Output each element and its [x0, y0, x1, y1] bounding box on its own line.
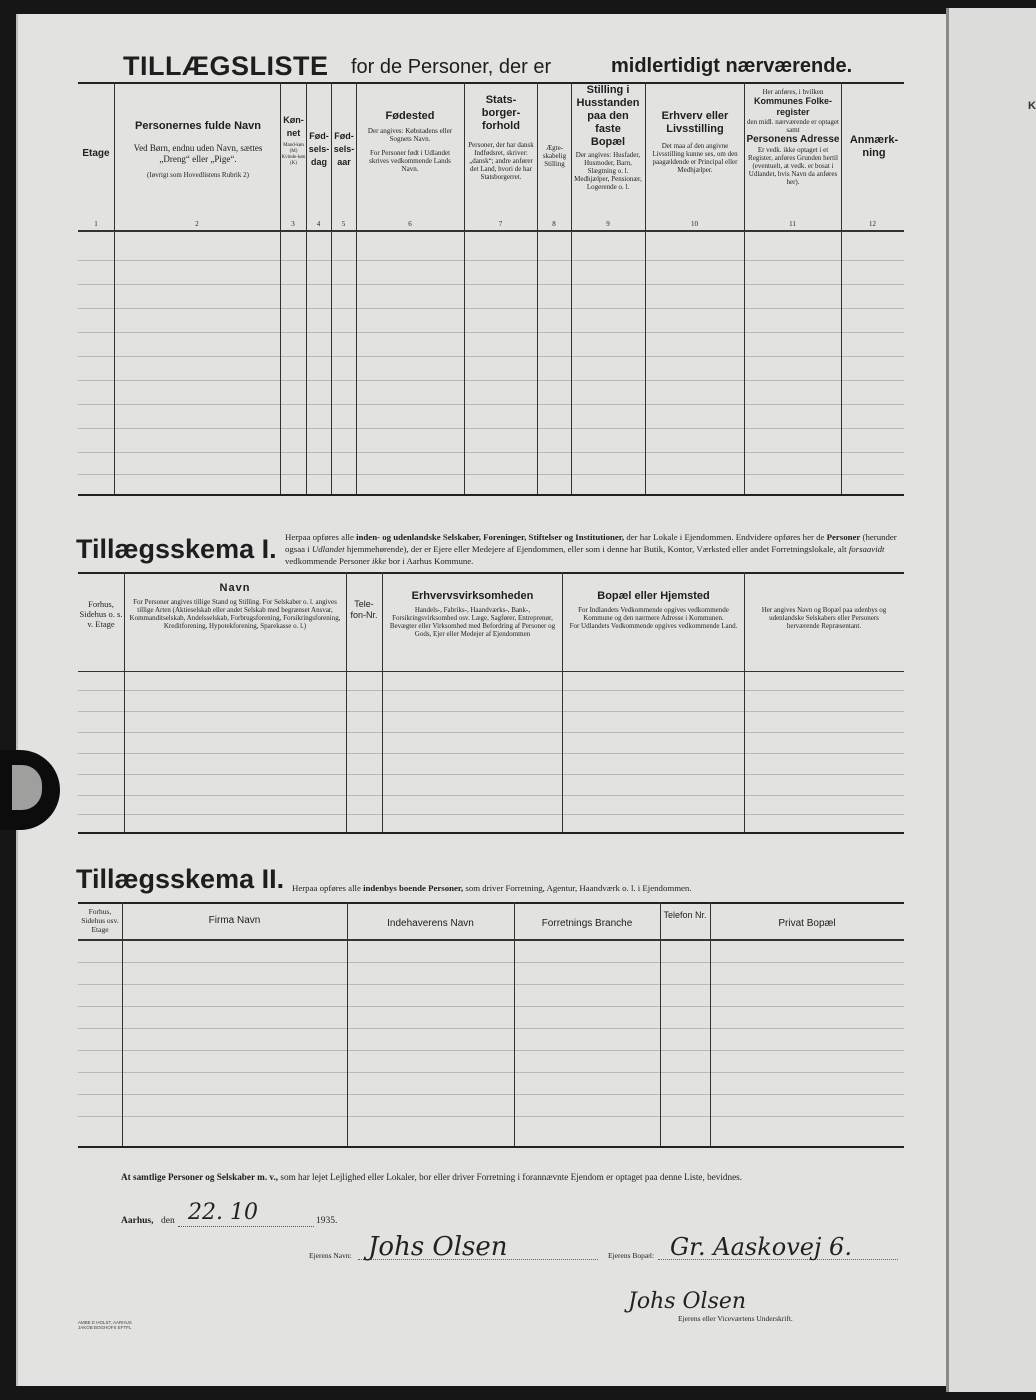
s1-col-business-header	[385, 590, 560, 638]
col-register-note-1: Her anføres, i hvilken	[762, 88, 824, 96]
schema2-intro-text: som driver Forretning, Agentur, Haandværk o. l. i Ejendommen.	[465, 883, 692, 893]
s1-col-representative-note: Her angives Navn og Bopæl paa udenbys og udenlandske Selskabers eller Personers herværende Repræsentant.	[761, 606, 887, 630]
s2-col-owner: Indehaverens Navn	[387, 918, 474, 929]
den-label: den	[161, 1216, 175, 1226]
schema1-intro-text: vedkommende Personer	[285, 556, 370, 567]
schema1-intro-text: Herpaa opføres alle	[285, 532, 354, 542]
declaration-text: som har lejet Lejlighed eller Lokaler, bor eller driver Forretning i forannævnte Ejendom er optaget paa denne Liste, bevidnes.	[280, 1172, 743, 1182]
main-title: TILLÆGSLISTE	[123, 51, 329, 81]
adjacent-page-mark: K	[1028, 100, 1036, 112]
s1-col-phone: Tele-fon-Nr.	[350, 599, 378, 620]
s1-col-name-header	[126, 582, 344, 630]
schema1-intro-text: forsaavidt	[848, 544, 885, 555]
s1-col-floor: Forhus, Sidehus o. s. v. Etage	[79, 599, 123, 629]
col-number: 8	[552, 220, 556, 228]
schema1-intro-text: ikke	[371, 556, 387, 567]
s1-col-name-title: Navn	[219, 582, 251, 594]
col-number: 3	[291, 220, 295, 228]
main-subtitle-2: midlertidigt nærværende.	[611, 55, 853, 77]
col-citizenship-header	[467, 94, 535, 181]
col-gender-note: Mand-køn (M) Kvinde-køn (K)	[281, 143, 306, 166]
col-register-note-3: Er vedk. ikke optaget i et Register, anføres Grunden hertil (eventuelt, at vedk. er bosat i Udlandet, hvis Navn da anføres her).	[748, 146, 838, 186]
schema2-intro-text: indenbys boende Personer,	[363, 883, 464, 893]
col-number: 6	[408, 220, 412, 228]
col-household-note: Der angives: Husfader, Husmoder, Barn, Slægtning o. l. Medhjælper, Pensionær, Logerende o. l.	[574, 151, 642, 191]
owner-address-handwritten: Gr. Aaskovej 6.	[670, 1233, 852, 1261]
schema1-intro-text: Udlandet	[311, 544, 345, 555]
col-register-note-2: den midl. nærværende er optaget samt	[747, 118, 839, 134]
schema1-intro-text: Endvidere opføres her de	[735, 532, 825, 542]
owner-address-label: Ejerens Bopæl:	[608, 1251, 655, 1260]
s1-col-residence-note-1: For Indlandets Vedkommende opgives vedkommende Kommune og den nærmere Adresse i Kommunen.	[578, 606, 729, 622]
schema1-intro-text: inden- og udenlandske Selskaber, Foreninger, Stiftelser og Institutioner,	[356, 532, 625, 542]
declaration	[121, 1172, 911, 1182]
schema1-intro-text: bor i Aarhus Kommune.	[388, 556, 474, 567]
s1-col-residence-header	[565, 590, 742, 630]
schema1-title: Tillægsskema I.	[76, 534, 277, 564]
col-gender-header	[281, 114, 306, 167]
owner-name-handwritten: Johs Olsen	[368, 1232, 508, 1262]
signature-label: Ejerens eller Viceværtens Underskrift.	[678, 1314, 793, 1323]
s1-col-business-note: Handels-, Fabriks-, Haandværks-, Bank-, Forsikringsvirksomhed osv. Læge, Sagfører, Entreprenør, Bevægter eller Virksomhed med Befordring af Personer og Gods, Ejer eller Medejer af Ejendommen	[389, 606, 556, 638]
col-household-title: Stilling i Husstanden paa den faste	[576, 84, 640, 135]
schema2-title: Tillægsskema II.	[76, 864, 285, 894]
col-birthyear-title: Fød-sels-aar	[333, 131, 355, 167]
schema2-intro	[292, 882, 904, 894]
col-name-note-2: (Iøvrigt som Hovedlistens Rubrik 2)	[147, 171, 249, 179]
col-birthplace-title: Fødested	[385, 110, 435, 122]
s1-col-residence-title: Bopæl eller Hjemsted	[597, 590, 710, 602]
s2-col-private-address: Privat Bopæl	[778, 918, 836, 929]
col-occupation-note: Det maa af den angivne Livsstilling kunne ses, om den paagældende er Principal eller Medhjælper.	[652, 142, 738, 174]
s2-col-phone: Telefon Nr.	[663, 910, 707, 920]
date-handwritten: 22. 10	[188, 1200, 258, 1225]
year-label: 1935.	[316, 1216, 338, 1226]
col-household-title-2: Bopæl	[590, 136, 626, 148]
s2-col-firm: Firma Navn	[208, 915, 261, 926]
col-citizenship-title: Stats-borger-forhold	[481, 94, 521, 132]
col-marital-title: Ægte-skabelig Stilling	[542, 144, 567, 168]
schema1-intro-text: (herunder ogsaa i	[285, 532, 897, 555]
col-number: 9	[606, 220, 610, 228]
col-citizenship-note: Personer, der har dansk Indfødsret, skriver: „dansk“; andre anfører det Land, hvori de har Statsborgerret.	[468, 141, 534, 181]
schema1-intro-text: hjemmehørende), der er Ejere eller Medejere af Ejendommen, eller som	[346, 544, 601, 555]
schema1-intro-text: i denne har Butik, Kontor, Værksted eller andet Forretningslokale, alt	[602, 544, 847, 555]
col-number: 1	[94, 220, 98, 228]
declaration-bold: At samtlige Personer og Selskaber m. v.,	[121, 1172, 279, 1182]
col-number: 2	[195, 220, 199, 228]
col-remarks-title: Anmærk-ning	[849, 134, 899, 159]
col-gender-title: Køn-net	[283, 115, 304, 138]
col-household-header	[573, 84, 643, 191]
s1-col-name-note: For Personer angives tillige Stand og Stilling. For Selskaber o. l. angives tillige Arten (Aktieselskab eller andet Selskab med begrænset Ansvar, Kommanditselskab, Andelsselskab, Forbrugsforening, Forsikringsforening, Kreditforening, Hypotekforening, Sparekasse o. l.)	[129, 598, 341, 630]
main-subtitle-1: for de Personer, der er	[351, 56, 552, 78]
col-occupation-title: Erhverv eller Livsstilling	[661, 110, 729, 135]
col-birthday-title: Fød-sels-dag	[308, 131, 330, 167]
printer-line: JAKOB BOGHOFS EFTFL	[78, 1325, 132, 1330]
form-page	[16, 14, 948, 1386]
schema2-intro-text: Herpaa opføres alle	[292, 883, 361, 893]
schema1-intro-text: der har Lokale i Ejendommen.	[626, 532, 734, 542]
s1-col-residence-note-2: For Udlandets Vedkommende opgives vedkommende Land.	[569, 622, 738, 630]
col-occupation-header	[648, 110, 742, 174]
place-label: Aarhus,	[121, 1216, 154, 1226]
col-register-title: Kommunes Folke-register	[753, 96, 832, 117]
schema1-intro-text: Personer	[826, 532, 861, 542]
col-name-note: Ved Børn, endnu uden Navn, sættes „Dreng“ eller „Pige“.	[133, 143, 263, 164]
s2-col-branch: Forretnings Branche	[541, 918, 633, 929]
col-birthplace-header	[360, 110, 460, 173]
col-number: 11	[789, 220, 796, 228]
col-register-title-2: Personens Adresse	[746, 134, 840, 145]
schema1-intro	[285, 531, 903, 568]
col-number: 10	[691, 220, 698, 228]
col-name-title: Personernes fulde Navn	[135, 120, 261, 132]
col-name-header	[118, 120, 278, 179]
col-register-header	[746, 88, 840, 186]
printer-line: AMBE E HOLST, AARHUS	[78, 1320, 132, 1325]
col-number: 7	[498, 220, 503, 228]
col-number: 5	[341, 220, 346, 228]
col-birthplace-note-2: For Personer født i Udlandet skrives vedkommende Lands Navn.	[369, 149, 451, 173]
printer-mark	[78, 1320, 132, 1330]
owner-name-label: Ejerens Navn:	[309, 1251, 352, 1260]
s2-col-floor: Forhus, Sidehus osv. Etage	[81, 907, 119, 934]
adjacent-page-edge	[946, 8, 1036, 1392]
s1-col-business-title: Erhvervsvirksomheden	[411, 590, 534, 602]
col-number: 4	[316, 220, 321, 228]
col-birthplace-note-1: Der angives: Købstadens eller Sognets Navn.	[367, 127, 453, 143]
col-number: 12	[869, 220, 876, 228]
col-etage-title: Etage	[82, 148, 110, 159]
owner-signature: Johs Olsen	[628, 1289, 747, 1314]
